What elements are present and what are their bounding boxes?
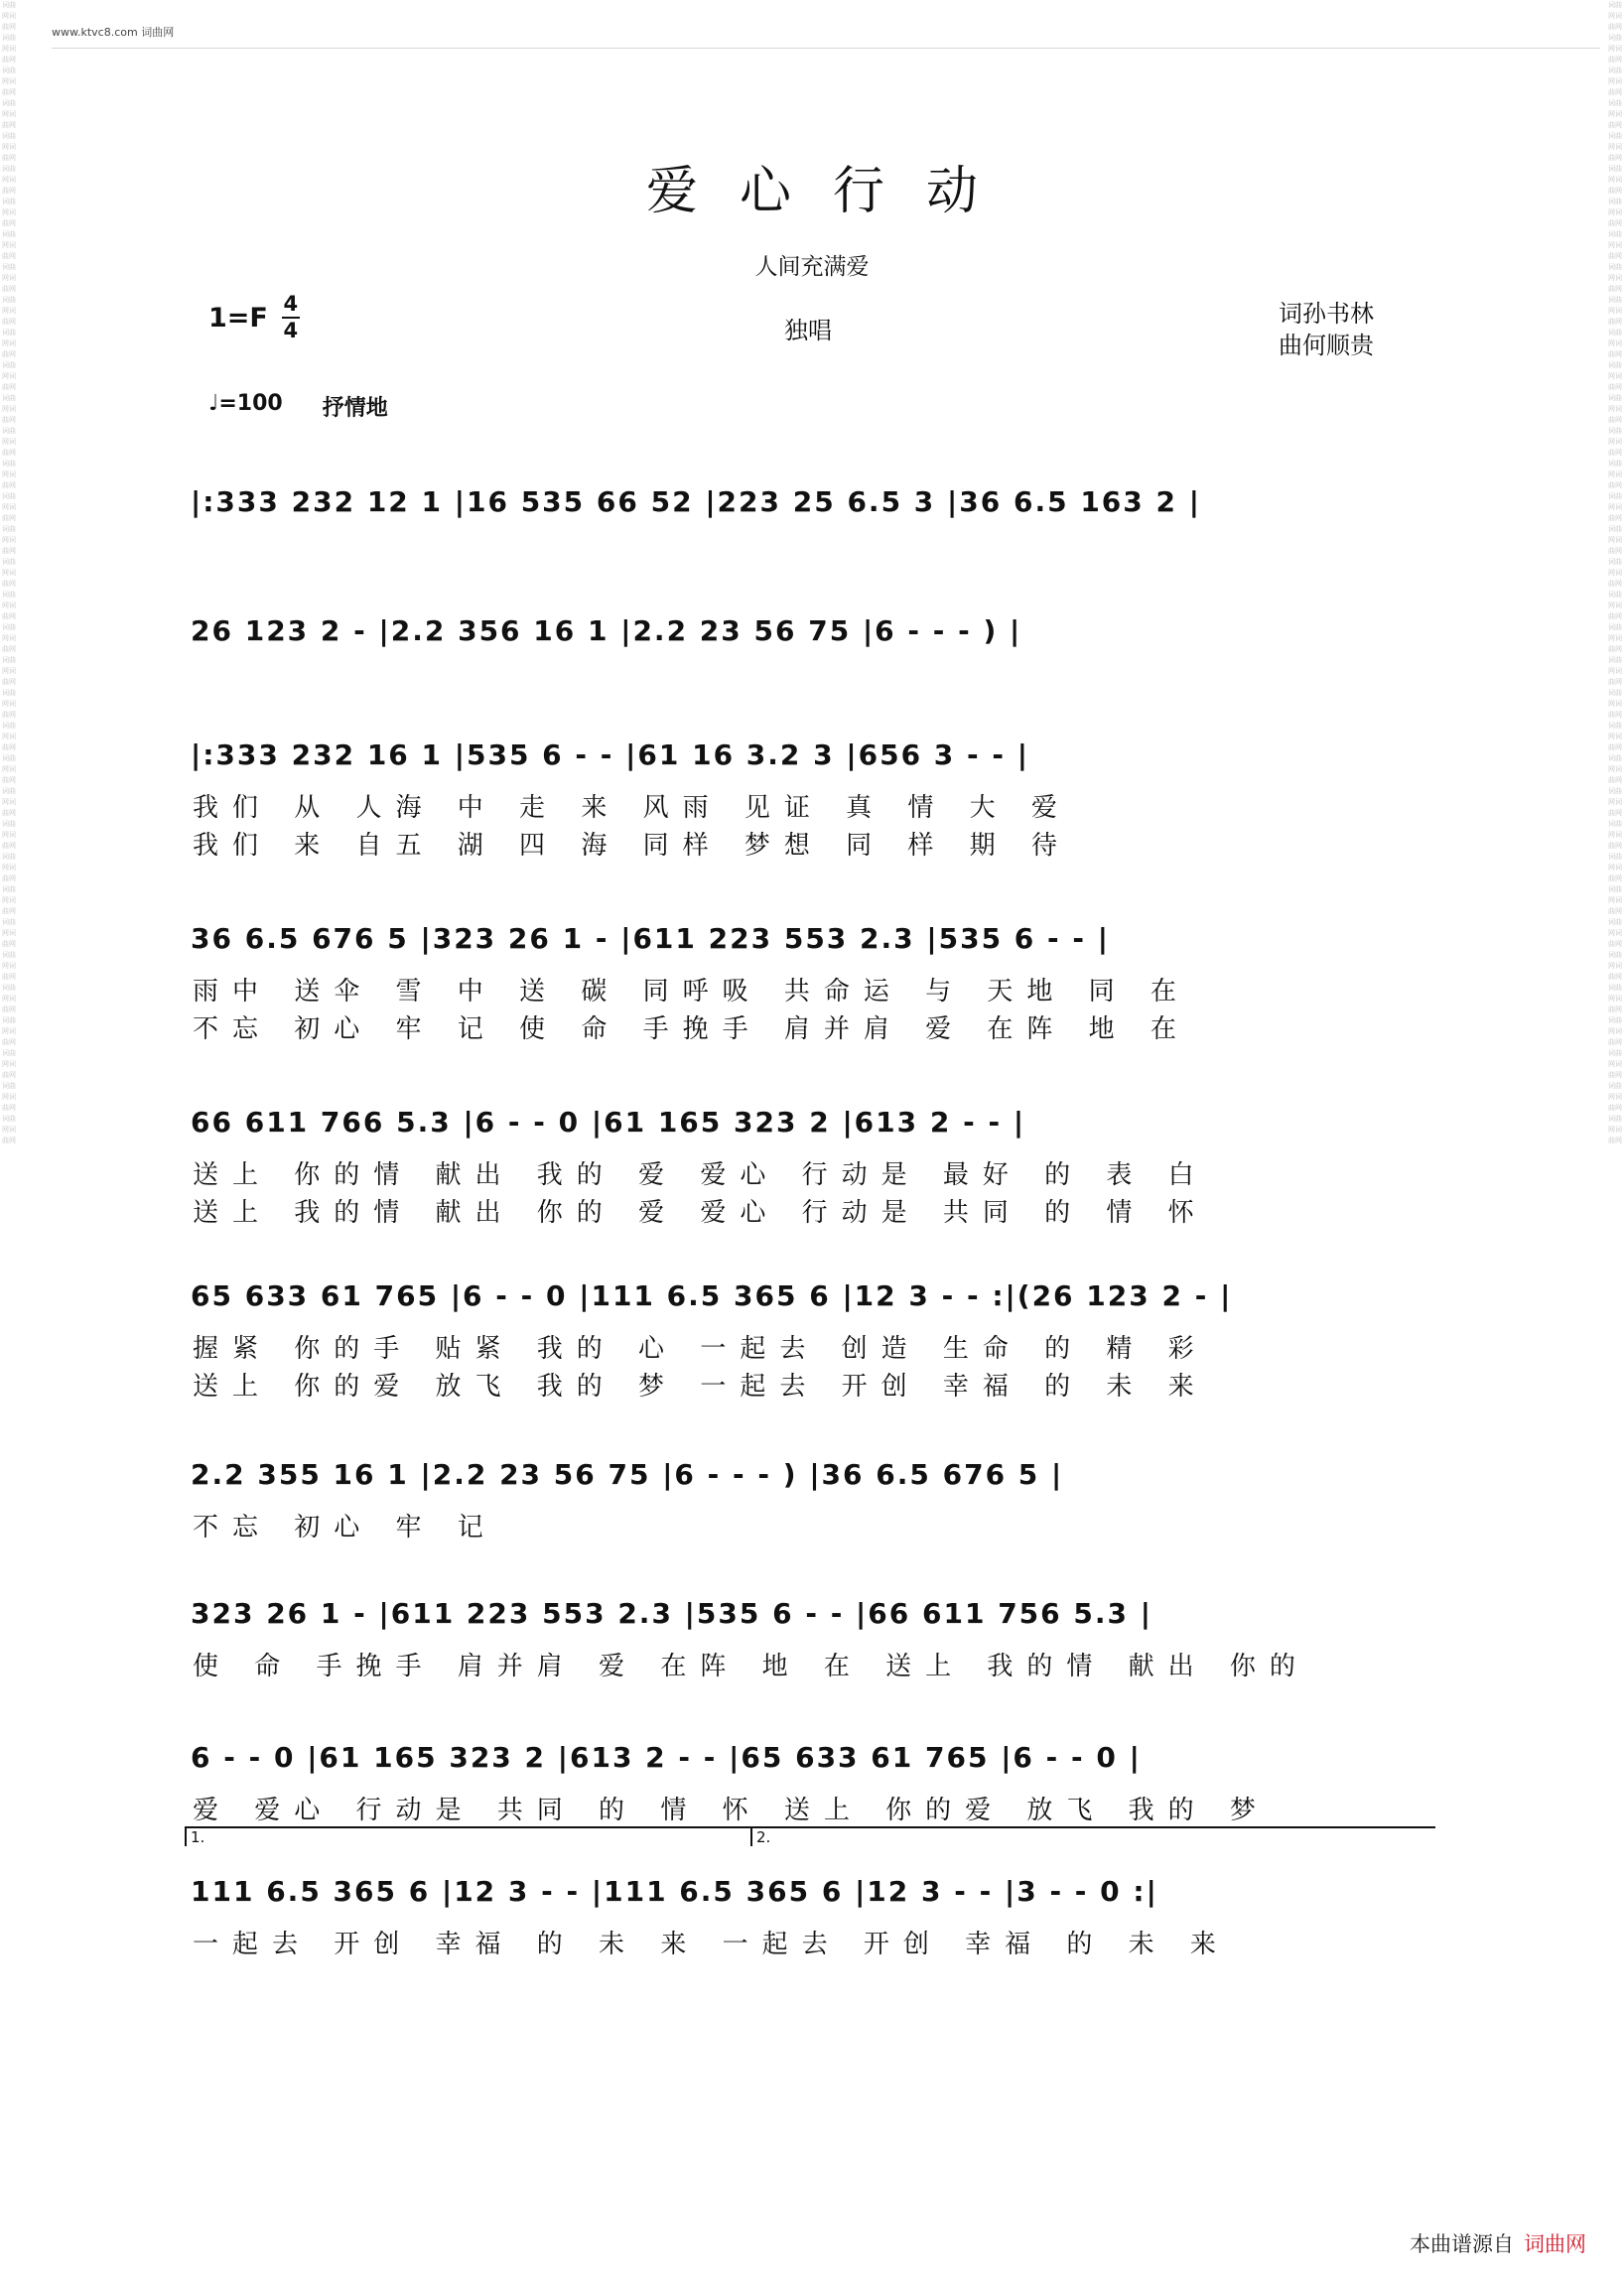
score-system bbox=[189, 1578, 1437, 1685]
expression-mark: 抒情地 bbox=[322, 396, 388, 421]
notation-line: 6 - - 0 |61 165 323 2 |613 2 - - |65 633 61 765 |6 - - 0 | bbox=[191, 1740, 1142, 1774]
time-numerator: 4 bbox=[283, 292, 299, 316]
score-system bbox=[189, 1261, 1437, 1406]
key-label: 1=F bbox=[208, 302, 268, 334]
notation-line: 111 6.5 365 6 |12 3 - - |111 6.5 365 6 |12 3 - - |3 - - 0 :| bbox=[191, 1874, 1158, 1908]
notation-line: 36 6.5 676 5 |323 26 1 - |611 223 553 2.3 |535 6 - - | bbox=[191, 921, 1111, 955]
volta-brackets bbox=[185, 1826, 1437, 1852]
notation-line: |:333 232 16 1 |535 6 - - |61 16 3.2 3 |656 3 - - | bbox=[191, 737, 1029, 771]
score-system bbox=[189, 1856, 1437, 1963]
lyricist: 词孙书林 bbox=[1279, 300, 1374, 328]
footer-prefix: 本曲谱源自 bbox=[1410, 2232, 1514, 2256]
score-system bbox=[189, 1439, 1437, 1546]
side-watermark-left: 词曲网词曲网词曲网词曲网词曲网词曲网词曲网词曲网词曲网词曲网词曲网词曲网词曲网词曲网词曲网词曲网词曲网词曲网词曲网词曲网词曲网词曲网词曲网词曲网词曲网词曲网词曲网词曲网词曲网词曲网词曲网词曲网词曲网词曲网词曲网词曲网词曲网词曲网词曲网词曲网词曲网词曲网词曲网词曲网词曲网词曲网词曲网词曲网词曲网词曲网词曲网词曲网词曲网词曲网词曲网词曲网词曲网词曲网词曲网词曲网词曲网词曲网词曲网词曲网词曲网词曲网词曲网词曲网词曲网词曲网 bbox=[2, 1, 16, 1144]
tempo-marking bbox=[208, 391, 388, 422]
lyrics-verse-2: 不忘 初心 牢 记 使 命 手挽手 肩并肩 爱 在阵 地 在 bbox=[193, 1014, 1190, 1044]
notation-line: |:333 232 12 1 |16 535 66 52 |223 25 6.5 3 |36 6.5 163 2 | bbox=[191, 484, 1201, 518]
score-system bbox=[189, 1722, 1437, 1829]
lyrics-verse-1: 握紧 你的手 贴紧 我的 心 一起去 创造 生命 的 精 彩 bbox=[193, 1334, 1208, 1364]
footer-source bbox=[1410, 2228, 1586, 2258]
time-signature bbox=[282, 294, 300, 341]
score-system bbox=[189, 903, 1437, 1048]
side-watermark-right: 词曲网词曲网词曲网词曲网词曲网词曲网词曲网词曲网词曲网词曲网词曲网词曲网词曲网词曲网词曲网词曲网词曲网词曲网词曲网词曲网词曲网词曲网词曲网词曲网词曲网词曲网词曲网词曲网词曲网词曲网词曲网词曲网词曲网词曲网词曲网词曲网词曲网词曲网词曲网词曲网词曲网词曲网词曲网词曲网词曲网词曲网词曲网词曲网词曲网词曲网词曲网词曲网词曲网词曲网词曲网词曲网词曲网词曲网词曲网词曲网词曲网词曲网词曲网词曲网词曲网词曲网词曲网词曲网词曲网词曲网 bbox=[1608, 1, 1622, 1144]
composer: 曲何顺贵 bbox=[1279, 332, 1374, 359]
footer-brand: 词曲网 bbox=[1524, 2232, 1586, 2256]
key-signature bbox=[208, 294, 300, 341]
site-watermark: www.ktvc8.com 词曲网 bbox=[52, 26, 175, 39]
score-system bbox=[189, 596, 1437, 665]
score-system bbox=[189, 720, 1437, 865]
lyrics-verse-1: 一起去 开创 幸福 的 未 来 一起去 开创 幸福 的 未 来 bbox=[193, 1930, 1230, 1959]
lyrics-verse-1: 雨中 送伞 雪 中 送 碳 同呼吸 共命运 与 天地 同 在 bbox=[193, 977, 1190, 1006]
notation-line: 2.2 355 16 1 |2.2 23 56 75 |6 - - - ) |36 6.5 676 5 | bbox=[191, 1457, 1064, 1491]
notation-line: 26 123 2 - |2.2 356 16 1 |2.2 23 56 75 |6 - - - ) | bbox=[191, 613, 1022, 647]
lyrics-verse-1: 爱 爱心 行动是 共同 的 情 怀 送上 你的爱 放飞 我的 梦 bbox=[193, 1796, 1270, 1825]
first-ending-bracket: 1. bbox=[185, 1826, 750, 1846]
lyrics-verse-1: 使 命 手挽手 肩并肩 爱 在阵 地 在 送上 我的情 献出 你的 bbox=[193, 1652, 1309, 1681]
second-ending-bracket: 2. bbox=[750, 1826, 1435, 1846]
notation-line: 66 611 766 5.3 |6 - - 0 |61 165 323 2 |613 2 - - | bbox=[191, 1105, 1026, 1139]
lyrics-verse-1: 送上 你的情 献出 我的 爱 爱心 行动是 最好 的 表 白 bbox=[193, 1160, 1208, 1190]
time-denominator: 4 bbox=[283, 319, 299, 342]
performance-type: 独唱 bbox=[784, 317, 832, 344]
song-title: 爱心行动 bbox=[645, 162, 1019, 221]
lyrics-verse-2: 我们 来 自五 湖 四 海 同样 梦想 同 样 期 待 bbox=[193, 831, 1071, 861]
notation-line: 65 633 61 765 |6 - - 0 |111 6.5 365 6 |12 3 - - :|(26 123 2 - | bbox=[191, 1278, 1233, 1312]
lyrics-verse-1: 不忘 初心 牢 记 bbox=[193, 1513, 497, 1542]
lyrics-verse-1: 我们 从 人海 中 走 来 风雨 见证 真 情 大 爱 bbox=[193, 793, 1071, 823]
tempo-value: ♩=100 bbox=[208, 391, 283, 416]
score-system bbox=[189, 1087, 1437, 1232]
score-system bbox=[189, 467, 1437, 536]
lyrics-verse-2: 送上 你的爱 放飞 我的 梦 一起去 开创 幸福 的 未 来 bbox=[193, 1372, 1208, 1402]
header-rule bbox=[52, 48, 1600, 49]
credits bbox=[1279, 298, 1374, 361]
notation-line: 323 26 1 - |611 223 553 2.3 |535 6 - - |66 611 756 5.3 | bbox=[191, 1596, 1152, 1630]
song-subtitle: 人间充满爱 bbox=[754, 254, 870, 280]
lyrics-verse-2: 送上 我的情 献出 你的 爱 爱心 行动是 共同 的 情 怀 bbox=[193, 1198, 1208, 1228]
